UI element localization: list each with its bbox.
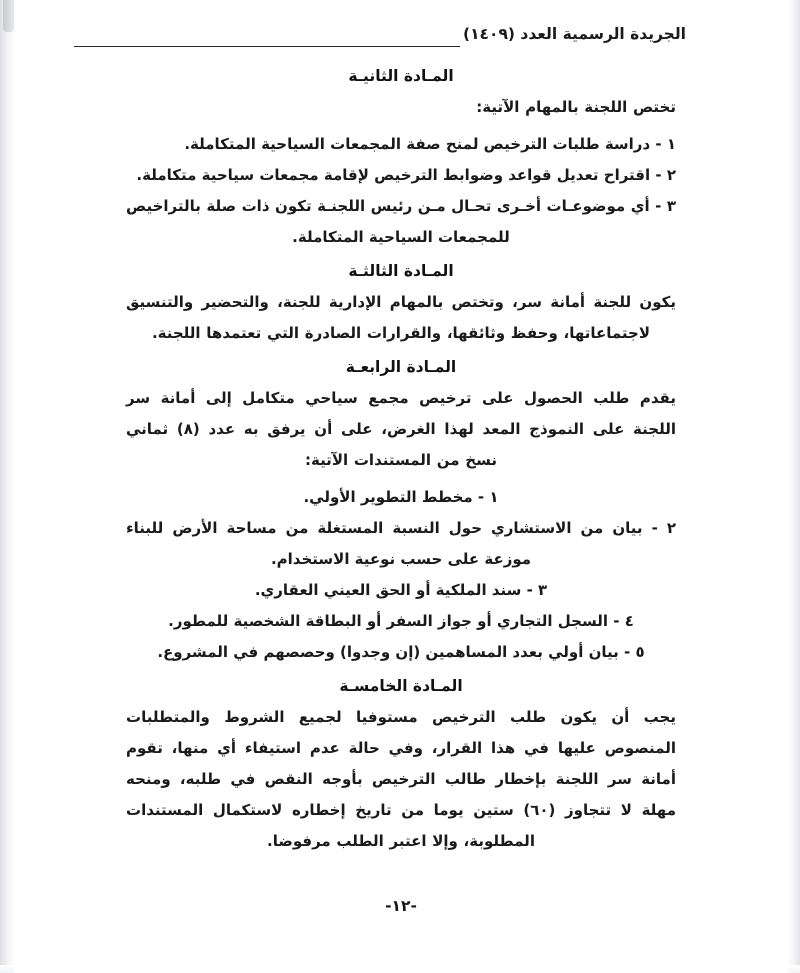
document-page	[14, 0, 788, 973]
gazette-title: الجريدة الرسمية العدد (١٤٠٩)	[462, 25, 686, 43]
list-item-text: دراسة طلبات الترخيص لمنح صفة المجمعات السياحية المتكاملة.	[184, 135, 651, 153]
list-item-marker: ٣ -	[526, 581, 548, 599]
document-body	[126, 58, 676, 857]
list-item-marker: ٥ -	[624, 643, 645, 661]
list-item-text: السجل التجاري أو جواز السفر أو البطاقة الشخصية للمطور.	[168, 612, 609, 630]
page-left-top-edge-mark	[3, 0, 14, 32]
list-item-marker: ٤ -	[613, 612, 634, 630]
page-left-edge-shadow	[0, 0, 14, 973]
page-right-edge-shadow	[788, 0, 800, 973]
list-item-marker: ٢ -	[655, 166, 676, 184]
page-number: -١٢-	[385, 897, 417, 915]
list-item-text: سند الملكية أو الحق العيني العقاري.	[254, 581, 522, 599]
list-item	[126, 129, 676, 160]
list-item	[126, 513, 676, 575]
header-divider-rule	[74, 46, 460, 47]
list-item	[126, 606, 676, 637]
article-heading-five: المـادة الخامسـة	[339, 677, 463, 695]
list-item-text: اقتراح تعديل قواعد وضوابط الترخيص لإقامة مجمعات سياحية متكاملة.	[136, 166, 651, 184]
running-header	[74, 24, 688, 52]
list-item-marker: ٣ -	[655, 197, 677, 215]
article-four-item-list	[126, 482, 676, 668]
list-item-text: بيان من الاستشاري حول النسبة المستغلة من مساحة الأرض للبناء موزعة على حسب نوعية الاستخدام.	[126, 519, 643, 568]
article-three-body-text: يكون للجنة أمانة سر، وتختص بالمهام الإدارية للجنة، والتحضير والتنسيق لاجتماعاتها، وحفظ وثائقها، والقرارات الصادرة التي تعتمدها اللجنة.	[126, 293, 676, 342]
list-item	[126, 575, 676, 606]
article-heading-two: المـادة الثانيـة	[348, 67, 454, 85]
list-item-marker: ١ -	[477, 488, 499, 506]
list-item	[126, 482, 676, 513]
list-item-text: أي موضوعـات أخـرى تحـال مـن رئيس اللجنـة تكون ذات صلة بالتراخيص للمجمعات السياحية المتكاملة.	[126, 197, 650, 246]
article-four-body-text: يقدم طلب الحصول على ترخيص مجمع سياحي متكامل إلى أمانة سر اللجنة على النموذج المعد لهذا الغرض، على أن يرفق به عدد (٨) ثماني نسخ من المستندات الآتية:	[126, 389, 676, 469]
list-item-marker: ١ -	[655, 135, 676, 153]
article-heading-three: المـادة الثالثـة	[348, 262, 454, 280]
list-item-text: مخطط التطوير الأولي.	[303, 488, 473, 506]
list-item-marker: ٢ -	[651, 519, 676, 537]
article-heading-four: المـادة الرابعـة	[345, 358, 457, 376]
list-item	[126, 160, 676, 191]
article-two-lead-text: تختص اللجنة بالمهام الآتية:	[476, 98, 676, 116]
list-item-text: بيان أولي بعدد المساهمين (إن وجدوا) وحصصهم في المشروع.	[157, 643, 619, 661]
list-item	[126, 191, 676, 253]
article-five-body-text: يجب أن يكون طلب الترخيص مستوفيا لجميع الشروط والمتطلبات المنصوص عليها في هذا القرار، وفي حالة عدم استيفاء أي منها، تقوم أمانة سر اللجنة بإخطار طالب الترخيص بأوجه النقص في طلبه، ومنحه مهلة لا تتجاوز (٦٠) ستين يوما من تاريخ إخطاره لاستكمال المستندات المطلوبة، وإلا اعتبر الطلب مرفوضا.	[126, 708, 676, 850]
article-two-item-list	[126, 129, 676, 253]
list-item	[126, 637, 676, 668]
